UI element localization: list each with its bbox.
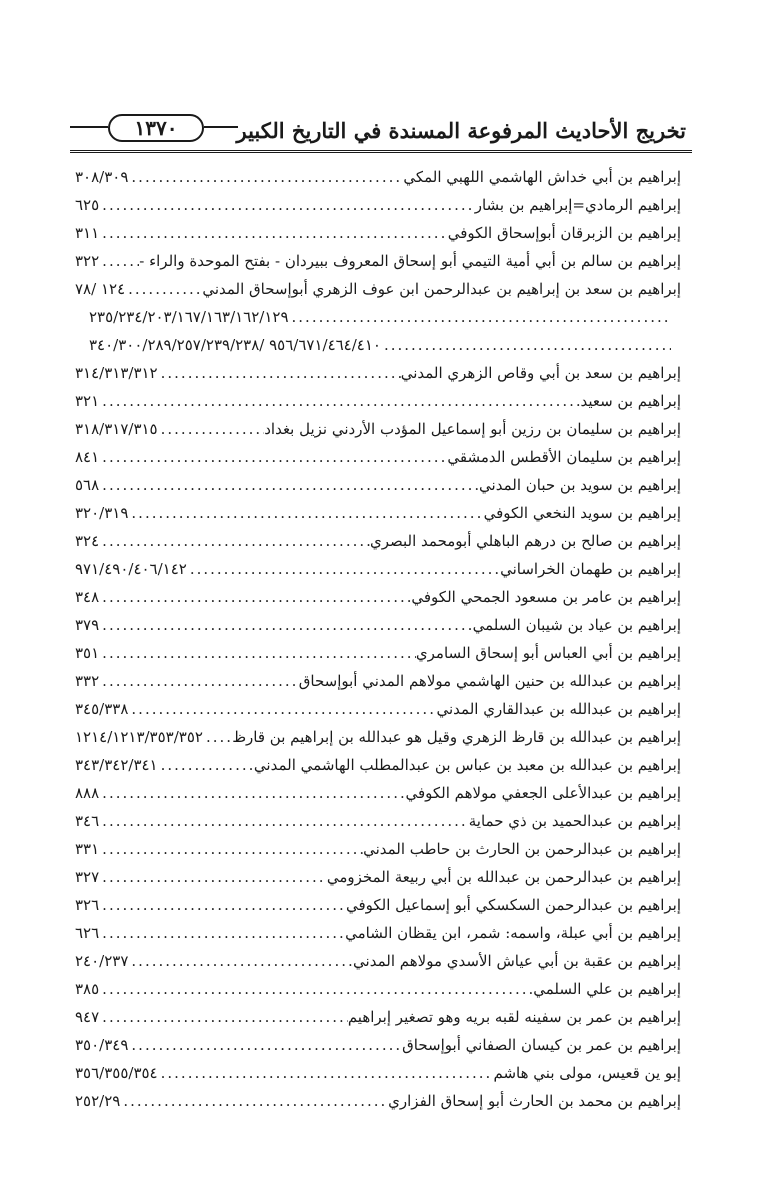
index-entry: إبراهيم بن أبي خداش الهاشمي اللهبي المكي ..... ٣٠٨/٣٠٩	[75, 163, 681, 191]
index-entry: إبراهيم بن عبدالله بن معبد بن عباس بن عبدالمطلب الهاشمي المدني ..... ٣٤٣/٣٤٢/٣٤١	[75, 751, 681, 779]
index-entry: إبراهيم بن عبدالحميد بن ذي حماية ..... ٣٤٦	[75, 807, 681, 835]
header-rule-left	[70, 126, 108, 128]
index-entry: إبراهيم بن الزبرقان أبوإسحاق الكوفي ..... ٣١١	[75, 219, 681, 247]
index-list	[75, 163, 681, 1115]
index-entry: إبراهيم بن عبدالله بن قارظ الزهري وقيل هو عبدالله بن إبراهيم بن قارظ ..... ١٢١٤/١٢١٣/٣٥٣/٣٥٢	[75, 723, 681, 751]
header-underline	[70, 150, 692, 153]
index-entry: إبراهيم بن سويد النخعي الكوفي ..... ٣٢٠/٣١٩	[75, 499, 681, 527]
index-entry: إبراهيم بن سعيد ..... ٣٢١	[75, 387, 681, 415]
index-entry: إبراهيم بن سالم بن أبي أمية التيمي أبو إسحاق المعروف ببيردان - بفتح الموحدة والراء - ..... ٣٢٢	[75, 247, 681, 275]
index-entry: إبراهيم بن عبدالرحمن بن عبدالله بن أبي ربيعة المخزومي ..... ٣٢٧	[75, 863, 681, 891]
index-entry-continuation: ..... ٢٣٥/٢٣٤/٢٠٣/١٦٧/١٦٣/١٦٢/١٢٩	[75, 303, 681, 331]
index-entry: إبراهيم بن سليمان بن رزين أبو إسماعيل المؤدب الأردني نزيل بغداد ..... ٣١٨/٣١٧/٣١٥	[75, 415, 681, 443]
index-entry: إبراهيم بن عمر بن سفينه لقبه بريه وهو تصغير إبراهيم ..... ٩٤٧	[75, 1003, 681, 1031]
index-entry: إبراهيم بن عبدالرحمن بن الحارث بن حاطب المدني ..... ٣٣١	[75, 835, 681, 863]
index-entry-continuation: ..... ٩٥٦/٦٧١/٤٦٤/٤١٠ /٣٤٠/٣٠٠/٢٨٩/٢٥٧/٢٣٩/٢٣٨	[75, 331, 681, 359]
index-entry: إبراهيم بن أبي العباس أبو إسحاق السامري ..... ٣٥١	[75, 639, 681, 667]
index-entry: إبراهيم بن عبدالله بن عبدالقاري المدني ..... ٣٤٥/٣٣٨	[75, 695, 681, 723]
index-entry: إبراهيم بن سعد بن إبراهيم بن عبدالرحمن ابن عوف الزهري أبوإسحاق المدني ..... ١٢٤ /٧٨	[75, 275, 681, 303]
index-entry: إبراهيم بن عبدالله بن حنين الهاشمي مولاهم المدني أبوإسحاق ..... ٣٣٢	[75, 667, 681, 695]
index-entry: إبراهيم بن سويد بن حبان المدني ..... ٥٦٨	[75, 471, 681, 499]
index-entry: إبراهيم الرمادي=إبراهيم بن بشار ..... ٦٢٥	[75, 191, 681, 219]
index-entry: إبراهيم بن سعد بن أبي وقاص الزهري المدني ..... ٣١٤/٣١٣/٣١٢	[75, 359, 681, 387]
index-entry: إبراهيم بن عقبة بن أبي عياش الأسدي مولاهم المدني ..... ٢٤٠/٢٣٧	[75, 947, 681, 975]
index-entry: إبراهيم بن أبي عبلة، واسمه: شمر، ابن يقظان الشامي ..... ٦٢٦	[75, 919, 681, 947]
page-number: ١٣٧٠	[108, 114, 204, 142]
header-rule-mid	[204, 126, 238, 128]
index-entry: إبراهيم بن سليمان الأقطس الدمشقي ..... ٨٤١	[75, 443, 681, 471]
running-title: تخريج الأحاديث المرفوعة المسندة في التاريخ الكبير	[236, 118, 686, 143]
index-entry: إبراهيم بن محمد بن الحارث أبو إسحاق الفزاري ..... ٢٥٢/٢٩	[75, 1087, 681, 1115]
index-entry: إبراهيم بن عامر بن مسعود الجمحي الكوفي ..... ٣٤٨	[75, 583, 681, 611]
index-entry: إبو ين قعيس، مولى بني هاشم ..... ٣٥٦/٣٥٥/٣٥٤	[75, 1059, 681, 1087]
index-entry: إبراهيم بن طهمان الخراساني ..... ٩٧١/٤٩٠/٤٠٦/١٤٢	[75, 555, 681, 583]
index-entry: إبراهيم بن عياد بن شيبان السلمي ..... ٣٧٩	[75, 611, 681, 639]
index-entry: إبراهيم بن عبدالأعلى الجعفي مولاهم الكوفي ..... ٨٨٨	[75, 779, 681, 807]
index-entry: إبراهيم بن صالح بن درهم الباهلي أبومحمد البصري ..... ٣٢٤	[75, 527, 681, 555]
page-header	[70, 110, 692, 150]
index-entry: إبراهيم بن عمر بن كيسان الصفاني أبوإسحاق ..... ٣٥٠/٣٤٩	[75, 1031, 681, 1059]
index-entry: إبراهيم بن عبدالرحمن السكسكي أبو إسماعيل الكوفي ..... ٣٢٦	[75, 891, 681, 919]
index-entry: إبراهيم بن علي السلمي ..... ٣٨٥	[75, 975, 681, 1003]
